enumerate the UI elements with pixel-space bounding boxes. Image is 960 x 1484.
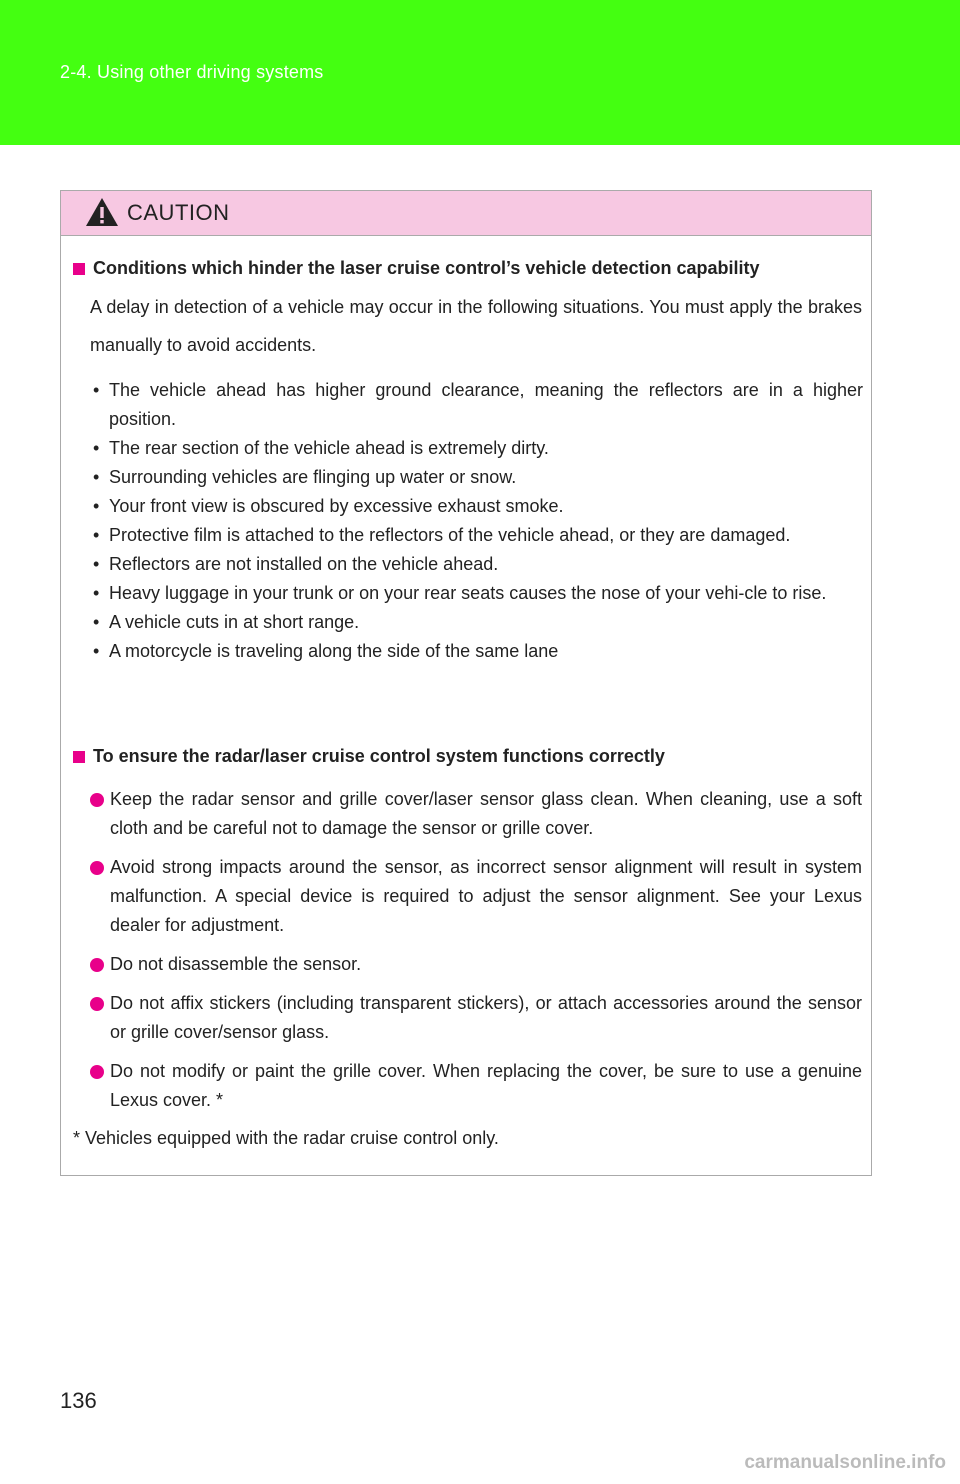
list-item: • The vehicle ahead has higher ground clearance, meaning the reflectors are in a higher position.	[93, 380, 863, 429]
circle-bullet-icon	[90, 861, 104, 875]
list-item: Keep the radar sensor and grille cover/laser sensor glass clean. When cleaning, use a soft cloth and be careful not to damage the sensor or grille cover.	[90, 785, 862, 843]
watermark: carmanualsonline.info	[744, 1452, 946, 1473]
list-item: • Your front view is obscured by excessive exhaust smoke.	[93, 496, 564, 516]
footnote: * Vehicles equipped with the radar cruise control only.	[73, 1128, 499, 1148]
circle-bullet-icon	[90, 958, 104, 972]
section1-heading	[73, 258, 759, 279]
list-item: Avoid strong impacts around the sensor, as incorrect sensor alignment will result in system malfunction. A special device is required to adjust the sensor alignment. See your Lexus dealer for adjustment.	[90, 853, 862, 940]
list-item: • Protective film is attached to the reflectors of the vehicle ahead, or they are damaged.	[93, 525, 791, 545]
list-item: • The rear section of the vehicle ahead is extremely dirty.	[93, 438, 549, 458]
section2-heading	[73, 746, 665, 767]
page-number: 136	[60, 1388, 97, 1413]
list-item: • A vehicle cuts in at short range.	[93, 612, 360, 632]
list-item: • Surrounding vehicles are flinging up water or snow.	[93, 467, 517, 487]
section-header-bar	[0, 0, 960, 145]
caution-box	[60, 190, 872, 1176]
list-item: Do not affix stickers (including transparent stickers), or attach accessories around the sensor or grille cover/sensor glass.	[90, 989, 862, 1047]
section2-heading-text: To ensure the radar/laser cruise control system functions correctly	[93, 746, 665, 766]
list-item: • Reflectors are not installed on the vehicle ahead.	[93, 554, 499, 574]
circle-bullet-icon	[90, 1065, 104, 1079]
list-item: • Heavy luggage in your trunk or on your rear seats causes the nose of your vehi-cle to rise.	[93, 583, 827, 603]
circle-bullet-icon	[90, 793, 104, 807]
list-item: Do not disassemble the sensor.	[90, 950, 862, 979]
maintenance-list	[90, 785, 862, 1125]
warning-triangle-icon	[85, 197, 119, 227]
condition-list	[93, 376, 863, 666]
caution-header	[61, 191, 871, 236]
square-bullet-icon	[73, 263, 85, 275]
caution-label: CAUTION	[127, 200, 230, 225]
list-item: Do not modify or paint the grille cover. When replacing the cover, be sure to use a genuine Lexus cover. *	[90, 1057, 862, 1115]
circle-bullet-icon	[90, 997, 104, 1011]
section-title: 2-4. Using other driving systems	[60, 62, 324, 82]
list-item: • A motorcycle is traveling along the side of the same lane	[93, 641, 559, 661]
square-bullet-icon	[73, 751, 85, 763]
section1-heading-text: Conditions which hinder the laser cruise control’s vehicle detection capability	[93, 258, 760, 278]
section1-intro: A delay in detection of a vehicle may occur in the following situations. You must apply the brakes manually to avoid accidents.	[90, 297, 862, 355]
